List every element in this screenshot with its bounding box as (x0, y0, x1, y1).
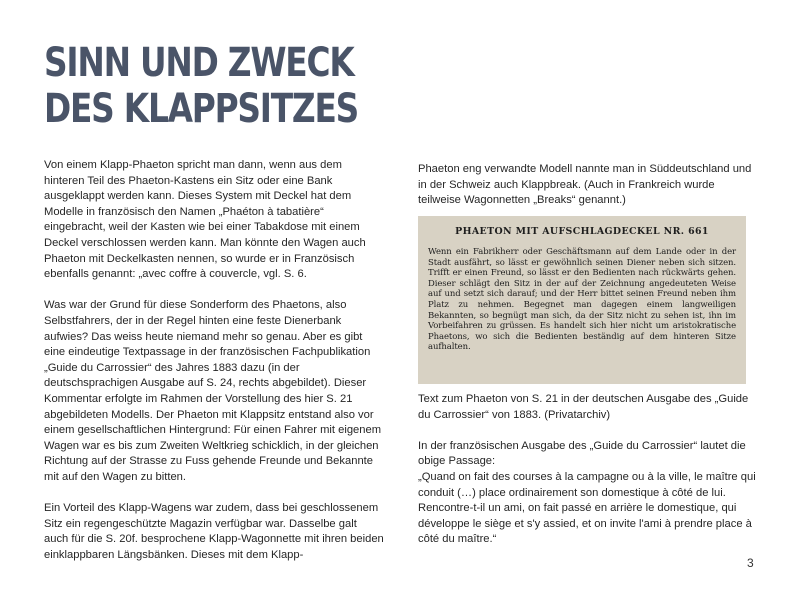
page-title: SINN UND ZWECK DES KLAPPSITZES (44, 40, 359, 132)
paragraph-intro: Von einem Klapp-Phaeton spricht man dann, wenn aus dem hinteren Teil des Phaeton-Kastens ein Sitz oder eine Bank ausgeklappt werden kann. Dieses System mit Deckel hat dem Modelle in französisch den Namen „Phaéton à tabatière“ eingebracht, weil der Kasten wie bei einer Tabakdose mit einem Deckel verschlossen werden kann. Man könnte den Wagen auch Phaeton mit Deckelkasten nennen, so wurde er in Französisch ebenfalls genannt: „avec coffre à couvercle, vgl. S. 6. (44, 159, 366, 281)
right-column-bottom (418, 392, 758, 564)
scanned-text-image (418, 216, 746, 384)
scan-body: Wenn ein Fabrikherr oder Geschäftsmann auf dem Lande oder in der Stadt ausfährt, so lässt er gewöhnlich seinen Diener neben sich sitzen. Trifft er einen Freund, so lässt er den Bedienten nach rückwärts gehen. Dieser schlägt den Sitz in der auf der Zeichnung angedeuteten Weise auf und setzt sich darauf; und der Herr bittet seinen Freund neben ihm Platz zu nehmen. Begegnet man dagegen einem langweiligen Bekannten, so begnügt man sich, da der Sitz nicht zu sehen ist, ihn im Vorbeifahren zu grüssen. Es handelt sich hier nicht um aristokratische Phaetons, wo sich die Bedienten beständig auf dem hinteren Sitze aufhalten. (428, 247, 736, 353)
french-intro: In der französischen Ausgabe des „Guide du Carrossier“ lautet die obige Passage: (418, 439, 746, 468)
page-number: 3 (747, 556, 754, 570)
paragraph-continuation: Phaeton eng verwandte Modell nannte man in Süddeutschland und in der Schweiz auch Klappbreak. (Auch in Frankreich wurde teilweise Wagonnetten „Breaks“ genannt.) (418, 163, 752, 207)
image-caption: Text zum Phaeton von S. 21 in der deutschen Ausgabe des „Guide du Carrossier“ von 1883. (Privatarchiv) (418, 393, 749, 421)
left-column (44, 158, 384, 579)
french-quote: „Quand on fait des courses à la campagne ou à la ville, le maître qui conduit (…) place ordinairement son domestique à côté de lui. Rencontre-t-il un ami, on fait passé en arrière le domestique, qui développe le siège et s'y assied, et on invite l'ami à prendre place à côté du maître.“ (418, 470, 756, 546)
paragraph-reason: Was war der Grund für diese Sonderform des Phaetons, also Selbstfahrers, der in der Regel hinten eine feste Dienerbank aufwies? Das weiss heute niemand mehr so genau. Aber es gibt eine eindeutige Textpassage in der französischen Fachpublikation „Guide du Carrossier“ des Jahres 1883 dazu (in der deutschsprachigen Ausgabe auf S. 24, rechts abgebildet). Dieser Kommentar erfolgte im Rahmen der Vorstellung des hier S. 21 abgebildeten Modells. Der Phaeton mit Klappsitz entstand also vor einem gesellschaftlichen Hintergrund: Für einen Fahrer mit eigenem Wagen war es bis zum Zweiten Weltkrieg schicklich, in der gleichen Richtung auf der Strasse zu Fuss gehende Freunde und Bekannte mit auf den Wagen zu bitten. (44, 299, 382, 483)
paragraph-advantage: Ein Vorteil des Klapp-Wagens war zudem, dass bei geschlossenem Sitz ein regengeschützte Magazin verfügbar war. Dasselbe galt auch für die S. 20f. besprochene Klapp-Wagonnette mit ihren beiden einklappbaren Längsbänken. Dieses mit dem Klapp- (44, 502, 384, 561)
scan-heading: PHAETON MIT AUFSCHLAGDECKEL NR. 661 (455, 226, 709, 237)
